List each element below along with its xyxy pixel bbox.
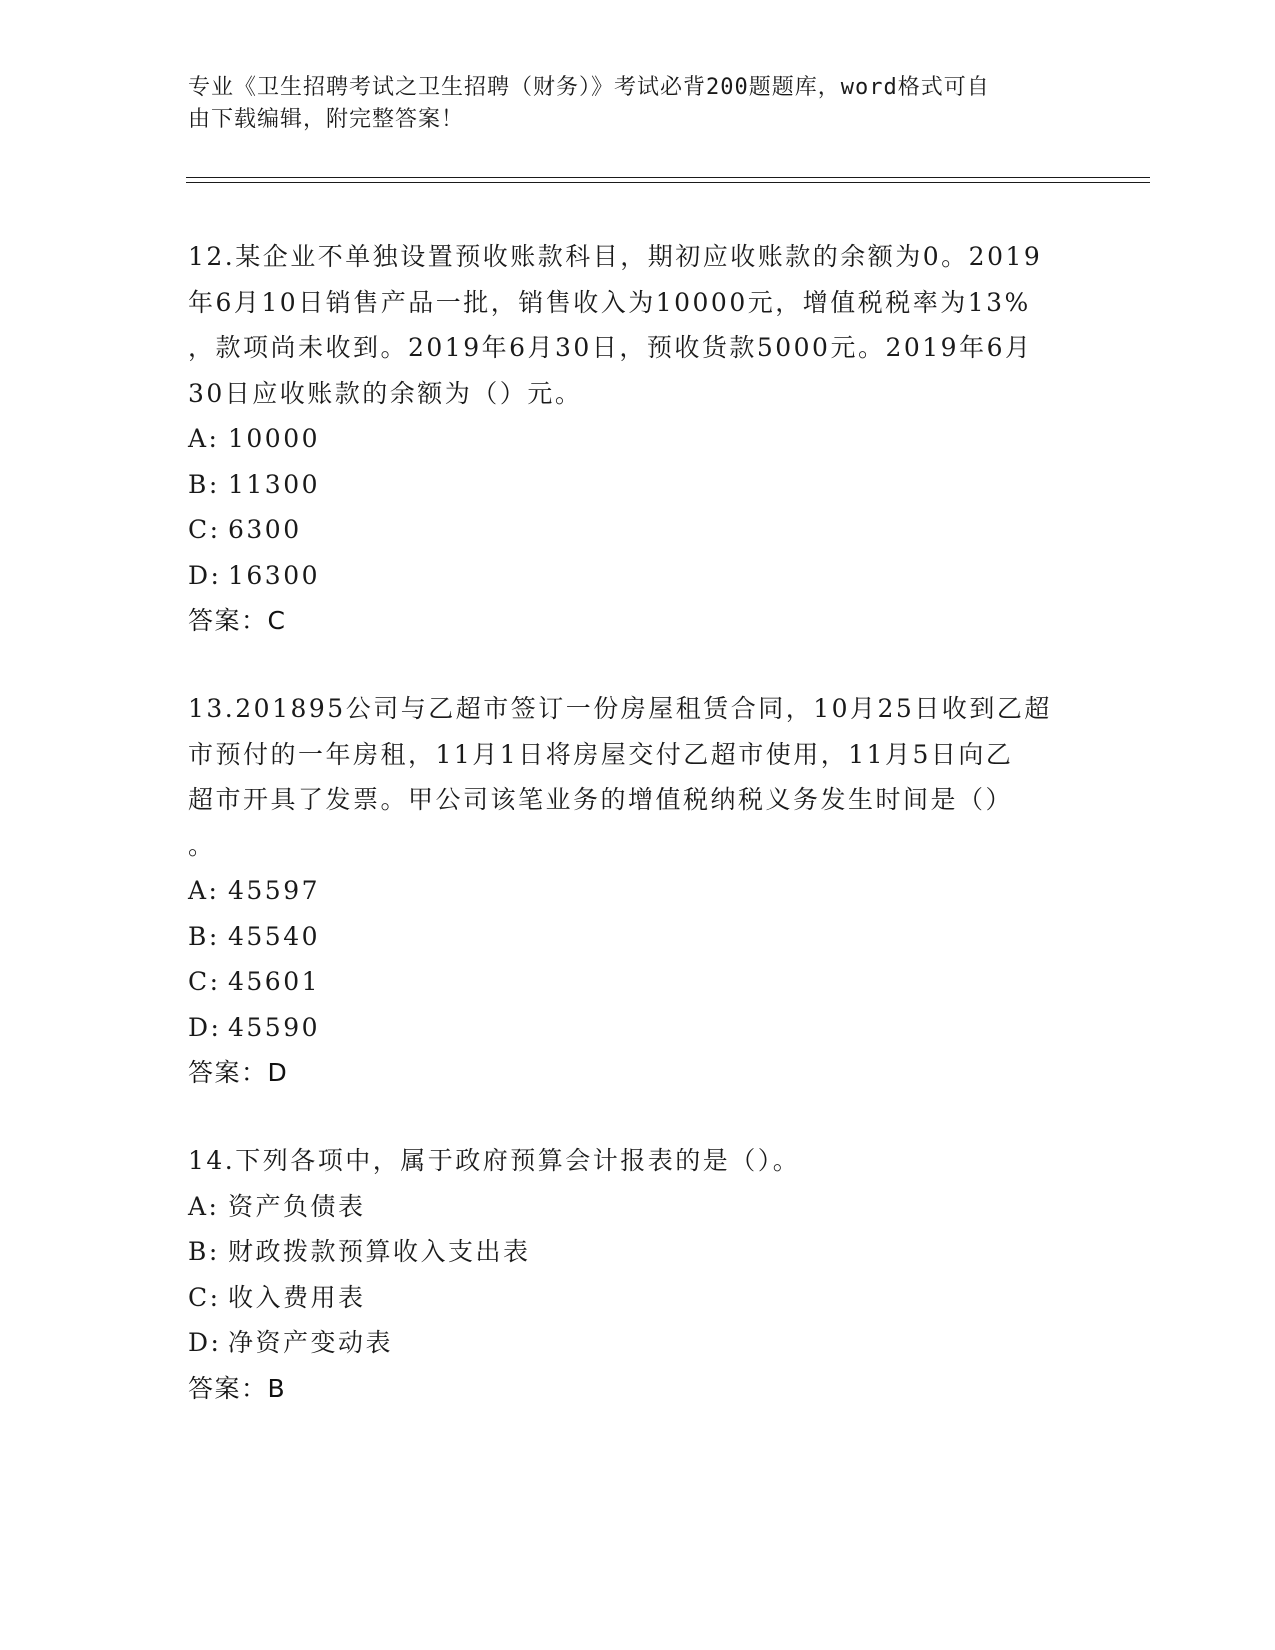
option-letter: B: <box>188 921 220 951</box>
option-a <box>188 1184 1088 1230</box>
question-stem <box>188 1138 1088 1184</box>
stem-line: 13.201895公司与乙超市签订一份房屋租赁合同，10月25日收到乙超 <box>188 694 1052 723</box>
option-letter: B: <box>188 469 220 499</box>
stem-line: 市预付的一年房租，11月1日将房屋交付乙超市使用，11月5日向乙 <box>188 739 1014 769</box>
header-divider-bottom <box>186 182 1150 183</box>
option-letter: C: <box>188 515 221 544</box>
option-c <box>188 959 1088 1005</box>
question-stem <box>188 686 1088 868</box>
option-c <box>188 507 1088 553</box>
option-a <box>188 416 1088 462</box>
option-letter: A: <box>188 876 220 905</box>
option-c <box>188 1275 1088 1321</box>
option-letter: C: <box>188 1282 221 1312</box>
option-d <box>188 1320 1088 1366</box>
option-letter: D: <box>188 560 222 590</box>
option-a <box>188 868 1088 914</box>
header-divider-top <box>186 177 1150 178</box>
stem-line: 。 <box>188 830 216 860</box>
question-stem <box>188 234 1088 416</box>
option-list <box>188 868 1088 1050</box>
option-text: 收入费用表 <box>228 1282 366 1312</box>
option-text: 净资产变动表 <box>228 1328 394 1357</box>
option-b <box>188 1229 1088 1275</box>
document-header <box>188 72 1068 136</box>
option-letter: B: <box>188 1237 220 1266</box>
stem-line: 12.某企业不单独设置预收账款科目，期初应收账款的余额为0。2019 <box>188 242 1043 271</box>
question-14 <box>188 1138 1088 1411</box>
answer-line: 答案：B <box>188 1373 287 1403</box>
option-text: 45601 <box>228 967 321 996</box>
stem-line: 年6月10日销售产品一批，销售收入为10000元，增值税税率为13% <box>188 287 1031 317</box>
option-list <box>188 1184 1088 1366</box>
option-letter: A: <box>188 1191 220 1221</box>
stem-line: 超市开具了发票。甲公司该笔业务的增值税纳税义务发生时间是（） <box>188 785 1014 814</box>
option-text: 11300 <box>228 469 321 499</box>
header-line-1: 专业《卫生招聘考试之卫生招聘（财务）》考试必背200题题库，word格式可自 <box>188 75 990 100</box>
option-b <box>188 462 1088 508</box>
option-list <box>188 416 1088 598</box>
option-letter: D: <box>188 1328 222 1357</box>
question-13 <box>188 686 1088 1096</box>
option-d <box>188 1005 1088 1051</box>
stem-line: ，款项尚未收到。2019年6月30日，预收货款5000元。2019年6月 <box>188 333 1033 362</box>
answer-line: 答案：D <box>188 1058 289 1087</box>
question-12 <box>188 234 1088 644</box>
option-letter: C: <box>188 967 221 996</box>
option-text: 资产负债表 <box>228 1191 366 1221</box>
option-text: 45540 <box>228 921 321 951</box>
option-letter: D: <box>188 1012 222 1042</box>
option-letter: A: <box>188 424 220 453</box>
option-text: 财政拨款预算收入支出表 <box>228 1237 531 1266</box>
option-text: 6300 <box>228 515 302 544</box>
option-d <box>188 553 1088 599</box>
stem-line: 30日应收账款的余额为（）元。 <box>188 378 583 408</box>
option-text: 45590 <box>228 1012 321 1042</box>
answer-line: 答案：C <box>188 606 287 635</box>
option-text: 16300 <box>228 560 321 590</box>
option-b <box>188 914 1088 960</box>
option-text: 10000 <box>228 424 321 453</box>
option-text: 45597 <box>228 876 321 905</box>
stem-line: 14.下列各项中，属于政府预算会计报表的是（）。 <box>188 1146 801 1175</box>
header-line-2: 由下载编辑，附完整答案！ <box>188 107 465 132</box>
